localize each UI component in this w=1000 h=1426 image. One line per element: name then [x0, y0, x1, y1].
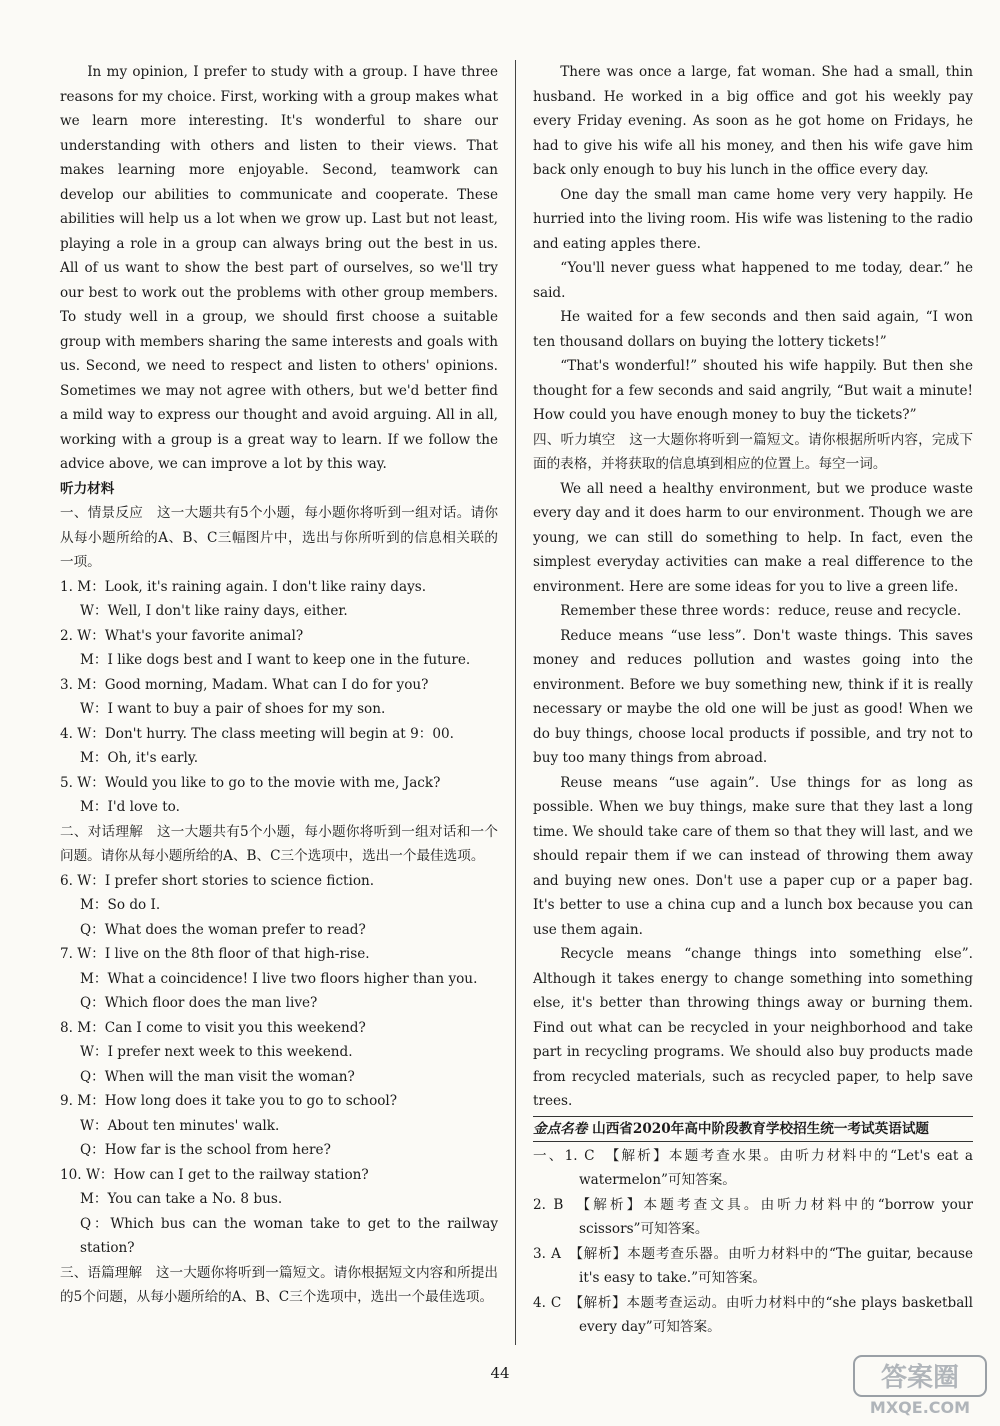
dialogue-line: W：About ten minutes' walk. [80, 1117, 280, 1134]
question-line: Q：How far is the school from here? [80, 1142, 331, 1158]
part2-items [60, 869, 498, 1261]
page-number: 44 [490, 1364, 510, 1382]
part3-heading: 三、语篇理解 这一大题你将听到一篇短文。请你根据短文内容和所提出的5个问题，从每小题所给的A、B、C三个选项中，选出一个最佳选项。 [60, 1264, 498, 1305]
dialogue-line: 2. W：What's your favorite animal? [60, 627, 304, 644]
answer-item [533, 1144, 973, 1193]
dialogue-line: M：I like dogs best and I want to keep one in the future. [80, 652, 471, 668]
passage-paragraph: Reduce means “use less”. Don't waste things. This saves money and reduces pollution and wastes going into the environment. Before we buy something new, think if it is really necessary or maybe the old one will be just as good! When we do buy things, choose local products if possible, and try not to buy too many things from abroad. [533, 627, 973, 766]
exam-title-bar [533, 1116, 973, 1142]
answer-item [533, 1242, 973, 1291]
answer-text: 【解析】本题考查水果。由听力材料中的“Let's eat a watermelon”可知答案。 [579, 1147, 973, 1188]
dialogue-line: 5. W：Would you like to go to the movie with me, Jack? [60, 774, 441, 791]
answer-number: 3. A [533, 1245, 561, 1262]
left-column [60, 60, 498, 1310]
dialogue-line: M：You can take a No. 8 bus. [80, 1191, 283, 1207]
passage-paragraph: Reuse means “use again”. Use things for as long as possible. When we buy things, make sure that they last a long time. We should take care of them so that they will last, and we should repair them if we can instead of throwing them away and buying new ones. Don't use a paper cup or a paper bag. It's better to use a china cup and a lunch box because you can use them again. [533, 774, 973, 938]
watermark-text-en: MXQE.COM [869, 1398, 971, 1417]
watermark-logo [850, 1352, 990, 1418]
dialogue-line: M：Oh, it's early. [80, 750, 199, 766]
dialogue-line: 6. W：I prefer short stories to science fiction. [60, 872, 375, 889]
answer-number: 4. C [533, 1294, 562, 1311]
story-paragraph: One day the small man came home very very happily. He hurried into the living room. His wife was listening to the radio and eating apples there. [533, 186, 973, 252]
dialogue-line: 9. M：How long does it take you to go to school? [60, 1093, 398, 1109]
listening-title: 听力材料 [60, 480, 115, 497]
question-line: Q：Which bus can the woman take to get to the railway station? [80, 1215, 498, 1256]
part1-items [60, 575, 498, 820]
passage-paragraph: Recycle means “change things into something else”. Although it takes energy to change something into something else, it's better than throwing things away or burning them. Find out what can be recycled in your neighborhood and take part in recycling programs. We should also buy products made from recycled materials, such as recycled paper, to help save trees. [533, 946, 973, 1109]
column-divider [515, 60, 516, 1345]
dialogue-line: W：I prefer next week to this weekend. [80, 1044, 353, 1060]
story-paragraph: There was once a large, fat woman. She had a small, thin husband. He worked in a big office and got his weekly pay every Friday evening. As soon as he got home on Fridays, he had to give his wife all his money, and then his wife gave him back only enough to buy his lunch in the office every day. [533, 64, 973, 178]
answer-number: 2. B [533, 1196, 564, 1213]
passage-paragraph: We all need a healthy environment, but we produce waste every day and it does harm to our environment. Though we are young, we can still do something to help. In fact, even the simplest everyday activities can make a real difference to the environment. Here are some ideas for you to live a green life. [533, 480, 973, 595]
dialogue-line: 4. W：Don't hurry. The class meeting will begin at 9：00. [60, 725, 454, 742]
answer-number: 一、1. C [533, 1147, 595, 1164]
dialogue-line: 1. M：Look, it's raining again. I don't like rainy days. [60, 578, 427, 595]
question-line: Q：When will the man visit the woman? [80, 1068, 355, 1085]
dialogue-line: M：So do I. [80, 897, 161, 913]
story-paragraph: “You'll never guess what happened to me today, dear.” he said. [533, 260, 973, 301]
story-paragraph: “That's wonderful!” shouted his wife happily. But then she thought for a few seconds and said angrily, “But wait a minute! How could you have enough money to buy the tickets?” [533, 358, 973, 423]
answer-text: 【解析】本题考查文具。由听力材料中的“borrow your scissors”可知答案。 [579, 1196, 974, 1237]
dialogue-line: W：I want to buy a pair of shoes for my son. [80, 701, 386, 717]
question-line: Q：What does the woman prefer to read? [80, 921, 366, 938]
exam-brand: 金点名卷 [533, 1120, 588, 1137]
dialogue-line: M：What a coincidence! I live two floors higher than you. [80, 970, 478, 987]
answer-text: 【解析】本题考查运动。由听力材料中的“she plays basketball every day”可知答案。 [576, 1294, 973, 1335]
answer-item [533, 1291, 973, 1340]
dialogue-line: 7. W：I live on the 8th floor of that high-rise. [60, 946, 370, 962]
story-paragraph: He waited for a few seconds and then said again, “I won ten thousand dollars on buying the lottery tickets!” [533, 309, 973, 350]
part2-heading: 二、对话理解 这一大题共有5个小题，每小题你将听到一组对话和一个问题。请你从每小题所给的A、B、C三个选项中，选出一个最佳选项。 [60, 823, 498, 864]
dialogue-line: 8. M：Can I come to visit you this weekend? [60, 1019, 366, 1036]
answer-item [533, 1193, 973, 1242]
essay-paragraph: In my opinion, I prefer to study with a group. I have three reasons for my choice. First, working with a group makes what we learn more interesting. It's wonderful to share our understanding with others and listen to their views. That makes learning more enjoyable. Second, teamwork can develop our abilities to communicate and cooperate. These abilities will help us a lot when we grow up. Last but not least, playing a role in a group can always bring out the best in us. All of us want to show the best part of ourselves, so we'll try our best to work out the problems with other group members. To study well in a group, we should first choose a suitable group with members sharing the same interests and goals with us. Second, we need to respect and listen to others' opinions. Sometimes we may not agree with others, but we'd better find a mild way to express our thought and avoid arguing. All in all, working with a group is a great way to learn. If we follow the advice above, we can improve a lot by this way. [60, 64, 498, 472]
part4-heading: 四、听力填空 这一大题你将听到一篇短文。请你根据所听内容，完成下面的表格，并将获取的信息填到相应的位置上。每空一词。 [533, 431, 973, 472]
watermark-text-cn: 答案圈 [880, 1363, 960, 1393]
passage-paragraph: Remember these three words：reduce, reuse and recycle. [560, 603, 962, 619]
answer-text: 【解析】本题考查乐器。由听力材料中的“The guitar, because it's easy to take.”可知答案。 [576, 1245, 973, 1286]
dialogue-line: M：I'd love to. [80, 799, 180, 815]
question-line: Q：Which floor does the man live? [80, 995, 318, 1011]
exam-title: 山西省2020年高中阶段教育学校招生统一考试英语试题 [592, 1120, 930, 1137]
dialogue-line: W：Well, I don't like rainy days, either. [80, 603, 348, 619]
right-column [533, 60, 973, 1340]
dialogue-line: 10. W：How can I get to the railway station? [60, 1166, 369, 1183]
part1-heading: 一、情景反应 这一大题共有5个小题，每小题你将听到一组对话。请你从每小题所给的A、B、C三幅图片中，选出与你所听到的信息相关联的一项。 [60, 505, 498, 570]
dialogue-line: 3. M：Good morning, Madam. What can I do for you? [60, 676, 429, 693]
